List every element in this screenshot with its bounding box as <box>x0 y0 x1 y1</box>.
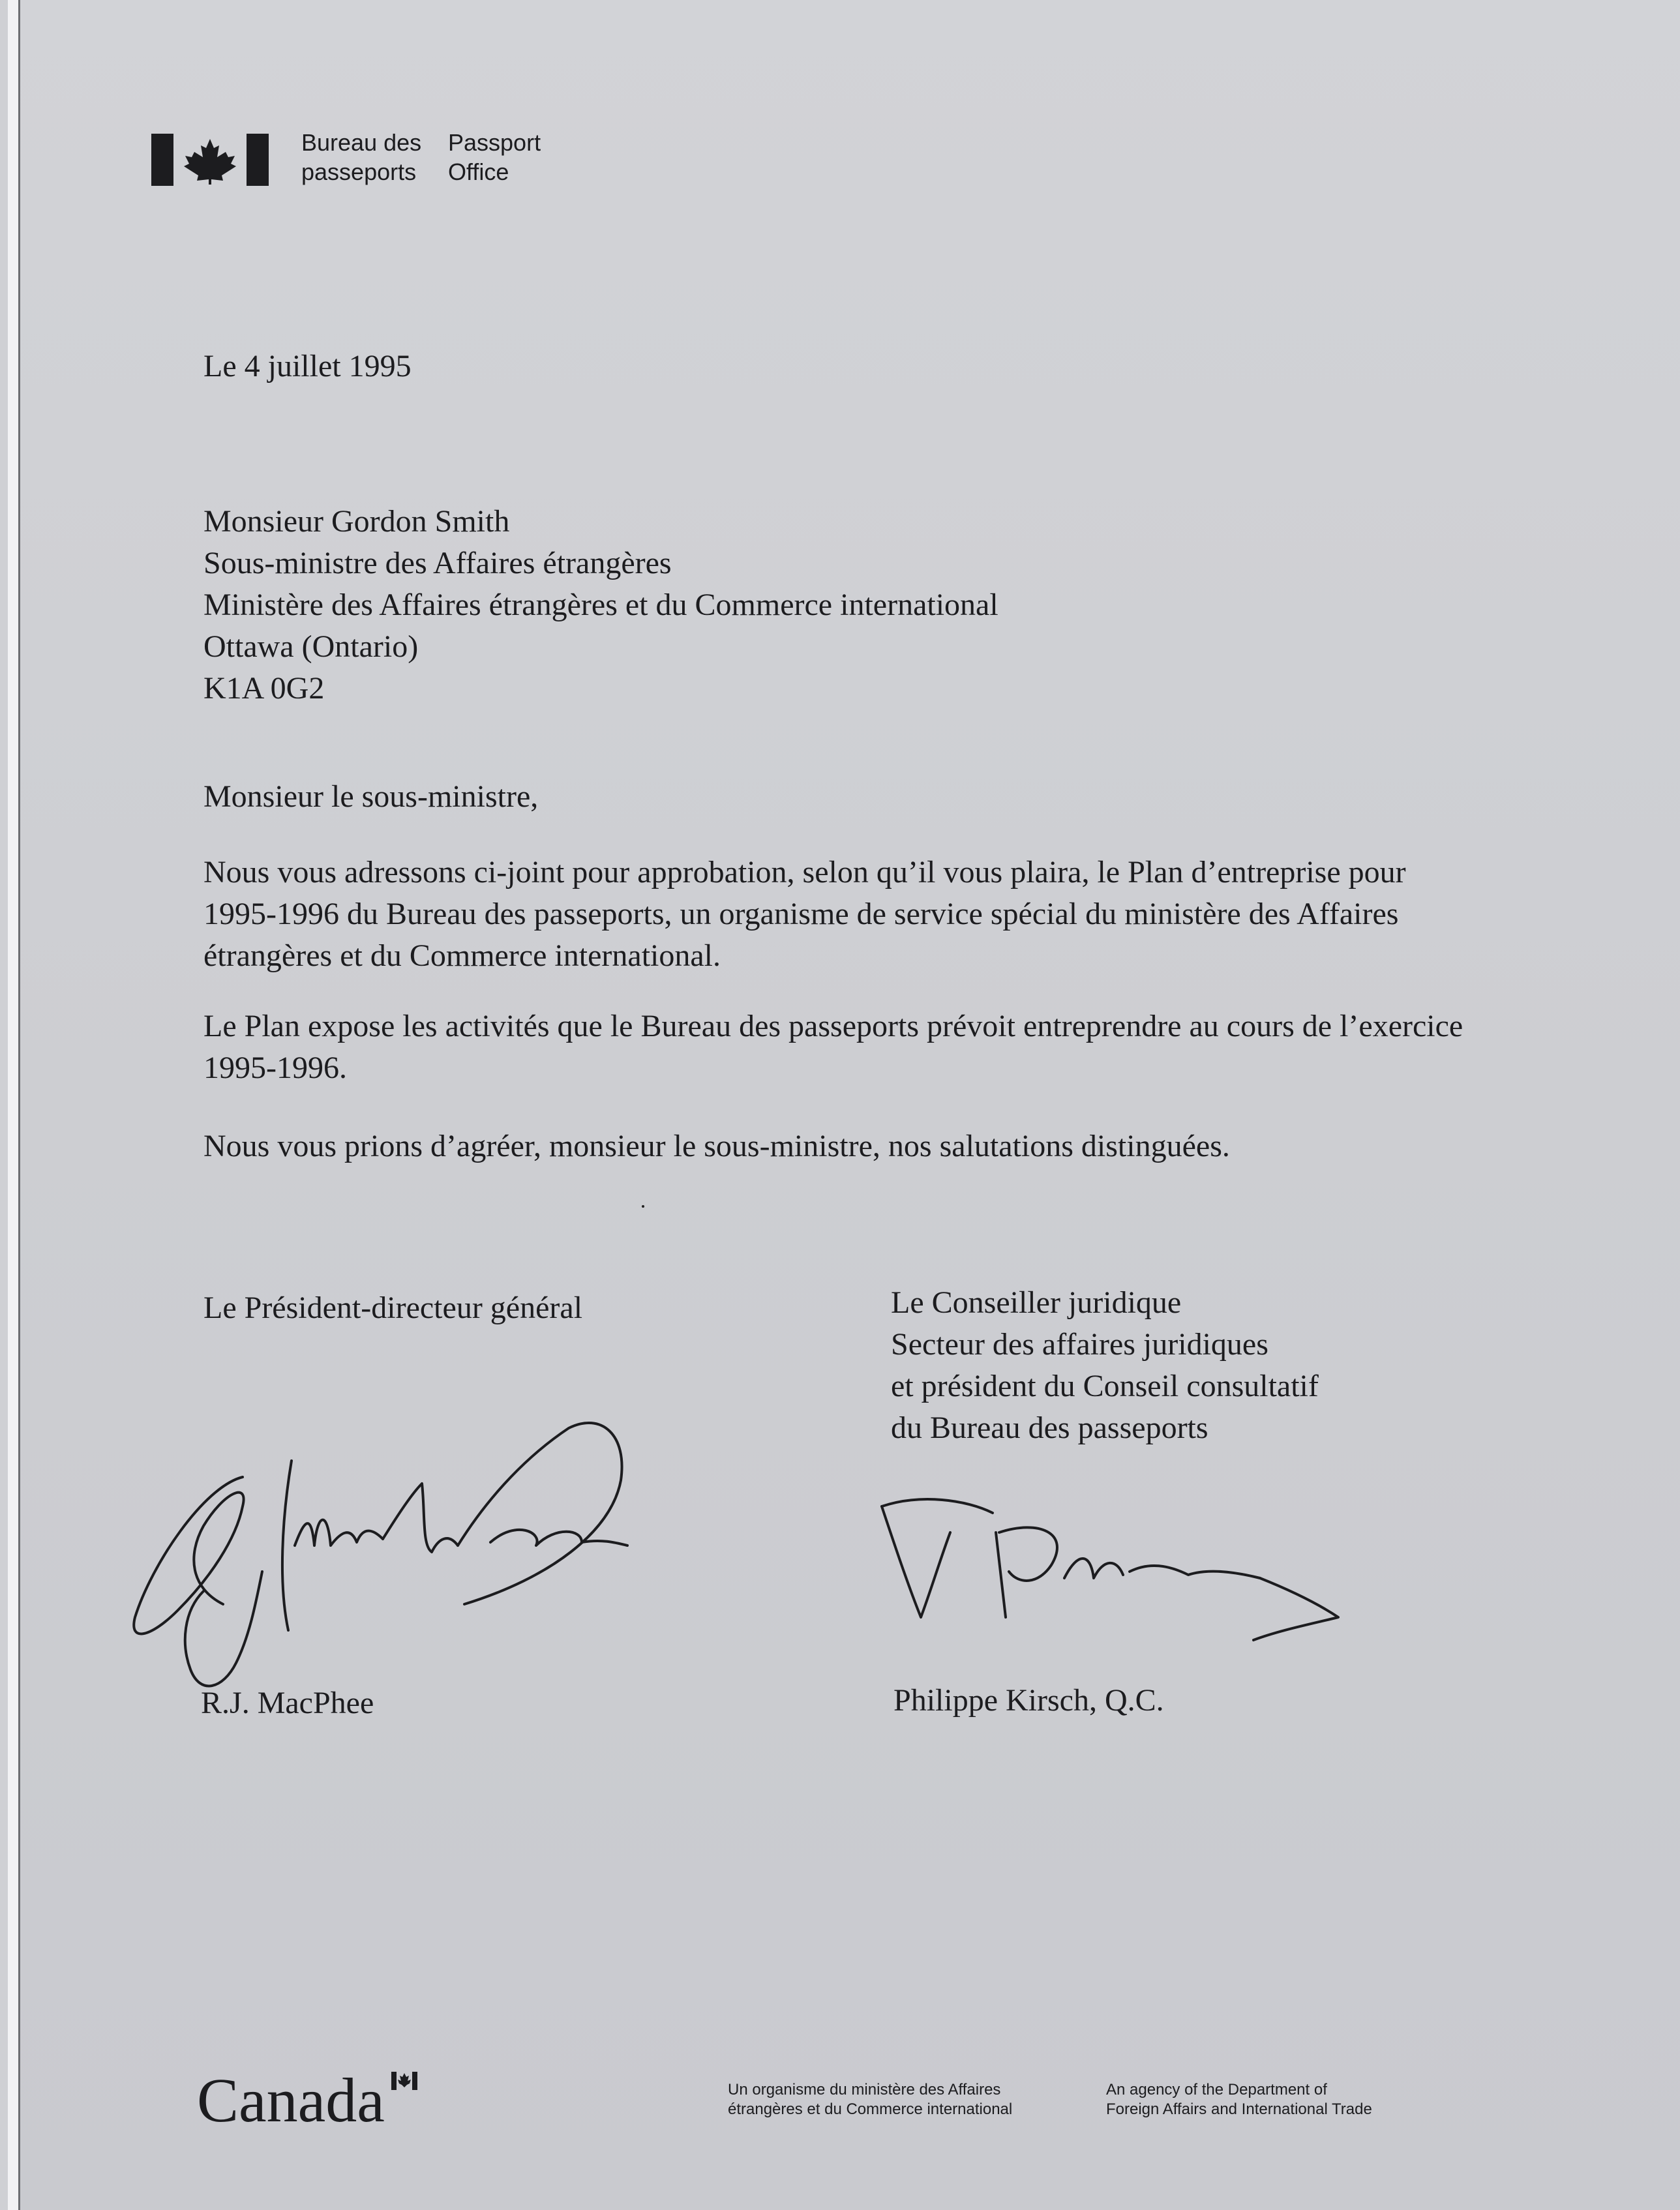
office-name-fr-line2: passeports <box>301 158 417 185</box>
address-line: Ottawa (Ontario) <box>203 629 419 664</box>
recipient-address <box>203 501 998 709</box>
agency-statement-en <box>1106 2080 1372 2119</box>
office-name-en-line2: Office <box>448 158 509 185</box>
address-line: Ministère des Affaires étrangères et du Commerce international <box>203 588 998 622</box>
office-name-fr-line1: Bureau des <box>301 129 422 156</box>
kirsch-signature <box>869 1493 1351 1663</box>
address-line: K1A 0G2 <box>203 671 325 706</box>
left-signatory-name: R.J. MacPhee <box>201 1686 374 1720</box>
canada-wordmark-logo <box>197 2064 419 2136</box>
office-name-fr <box>301 128 421 187</box>
title-line: Secteur des affaires juridiques <box>891 1327 1268 1362</box>
letter-page <box>8 0 1680 2210</box>
body-paragraph: Nous vous adressons ci-joint pour approbation, selon qu’il vous plaira, le Plan d’entreprise pour 1995-1996 du Bureau des passeports, un organisme de service spécial du ministère des Affaires étrangères et du Commerce international. <box>203 855 1406 973</box>
left-signatory-title: Le Président-directeur général <box>203 1291 583 1325</box>
title-line: et président du Conseil consultatif <box>891 1369 1319 1403</box>
agency-statement-fr <box>728 2080 1012 2119</box>
canadian-flag-icon <box>151 134 269 186</box>
title-line: Le Conseiller juridique <box>891 1285 1182 1320</box>
letter-date: Le 4 juillet 1995 <box>203 349 412 383</box>
macphee-signature <box>125 1415 634 1715</box>
agency-en-line1: An agency of the Department of <box>1106 2081 1327 2098</box>
salutation: Monsieur le sous-ministre, <box>203 779 539 814</box>
page-edge <box>8 0 18 2210</box>
agency-fr-line2: étrangères et du Commerce international <box>728 2100 1013 2118</box>
agency-en-line2: Foreign Affairs and International Trade <box>1106 2100 1372 2118</box>
right-signatory-name: Philippe Kirsch, Q.C. <box>893 1683 1164 1718</box>
wordmark-text: Canada <box>197 2065 385 2135</box>
office-name-en <box>448 128 541 187</box>
title-line: du Bureau des passeports <box>891 1411 1208 1445</box>
agency-fr-line1: Un organisme du ministère des Affaires <box>728 2081 1001 2098</box>
body-paragraph: Le Plan expose les activités que le Bureau des passeports prévoit entreprendre au cours de l’exercice 1995-1996. <box>203 1009 1463 1085</box>
body-paragraph: Nous vous prions d’agréer, monsieur le sous-ministre, nos salutations distinguées. <box>203 1129 1230 1163</box>
address-line: Monsieur Gordon Smith <box>203 504 510 539</box>
address-line: Sous-ministre des Affaires étrangères <box>203 546 672 580</box>
paper-speck <box>642 1205 644 1208</box>
office-name-en-line1: Passport <box>448 129 541 156</box>
page-edge-shadow <box>18 0 20 2210</box>
right-signatory-title <box>891 1282 1319 1449</box>
